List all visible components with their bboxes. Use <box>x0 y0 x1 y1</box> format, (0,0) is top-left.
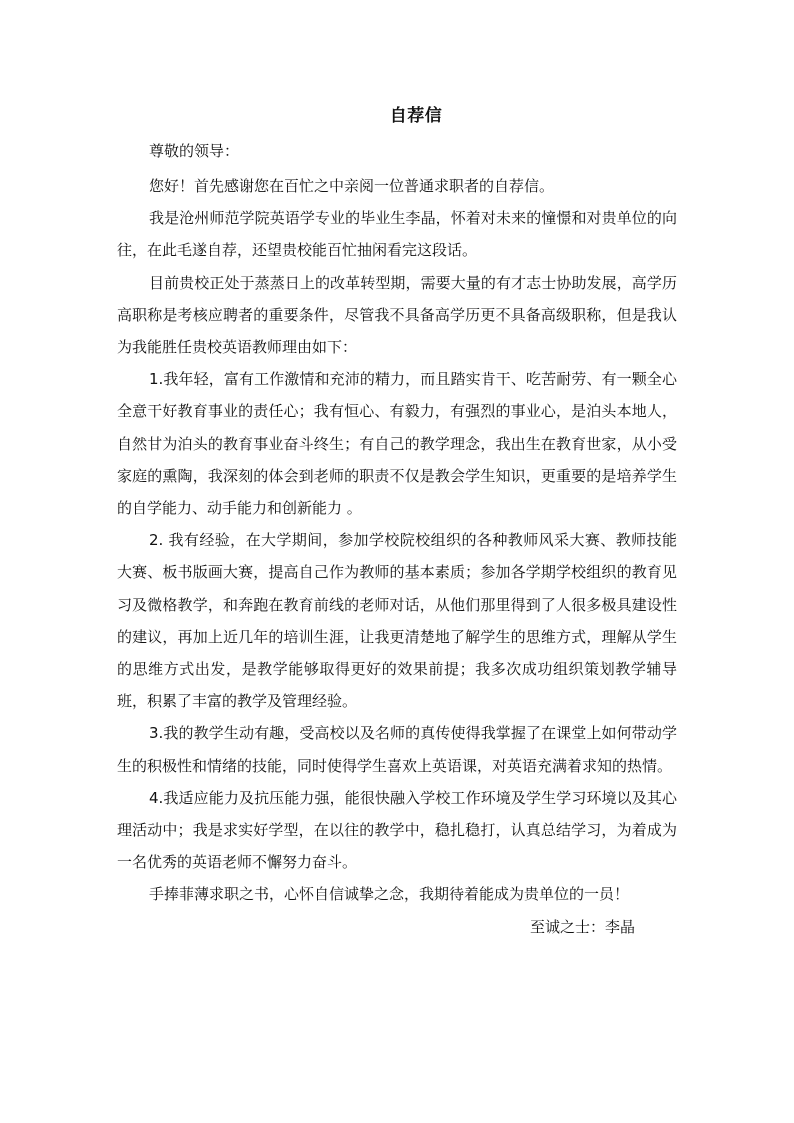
paragraph-background: 目前贵校正处于蒸蒸日上的改革转型期，需要大量的有才志士协助发展，高学历高职称是考核应聘者的重要条件，尽管我不具备高学历更不具备高级职称，但是我认为我能胜任贵校英语教师理由如下： <box>117 273 677 357</box>
page-title: 自荐信 <box>389 106 443 126</box>
paragraph-closing: 手捧菲薄求职之书，心怀自信诚挚之念，我期待着能成为贵单位的一员！ <box>149 885 630 904</box>
signature: 至诚之士：李晶 <box>529 917 635 936</box>
paragraph-reason-4: 4.我适应能力及抗压能力强，能很快融入学校工作环境及学生学习环境以及其心理活动中；我是求实好学型，在以往的教学中，稳扎稳打，认真总结学习，为着成为一名优秀的英语老师不懈努力奋斗。 <box>117 788 677 872</box>
paragraph-reason-2: 2. 我有经验，在大学期间，参加学校院校组织的各种教师风采大赛、教师技能大赛、板书版画大赛，提高自己作为教师的基本素质；参加各学期学校组织的教育见习及微格教学，和奔跑在教育前线的老师对话，从他们那里得到了人很多极具建设性的建议，再加上近几年的培训生涯，让我更清楚地了解学生的思维方式，理解从学生的思维方式出发，是教学能够取得更好的效果前提；我多次成功组织策划教学辅导班，积累了丰富的教学及管理经验。 <box>117 531 677 711</box>
paragraph-greeting: 您好！首先感谢您在百忙之中亲阅一位普通求职者的自荐信。 <box>149 177 555 195</box>
salutation: 尊敬的领导： <box>149 142 240 160</box>
paragraph-introduction: 我是沧州师范学院英语学专业的毕业生李晶，怀着对未来的憧憬和对贵单位的向往，在此毛遂自荐，还望贵校能百忙抽闲看完这段话。 <box>117 209 677 260</box>
paragraph-reason-3: 3.我的教学生动有趣，受高校以及名师的真传使得我掌握了在课堂上如何带动学生的积极性和情绪的技能，同时使得学生喜欢上英语课，对英语充满着求知的热情。 <box>117 724 677 775</box>
letter-body <box>117 136 677 943</box>
paragraph-reason-1: 1.我年轻，富有工作激情和充沛的精力，而且踏实肯干、吃苦耐劳、有一颗全心全意干好教育事业的责任心；我有恒心、有毅力，有强烈的事业心，是泊头本地人，自然甘为泊头的教育事业奋斗终生；有自己的教学理念，我出生在教育世家，从小受家庭的熏陶，我深刻的体会到老师的职责不仅是教会学生知识，更重要的是培养学生的自学能力、动手能力和创新能力 。 <box>117 370 677 518</box>
